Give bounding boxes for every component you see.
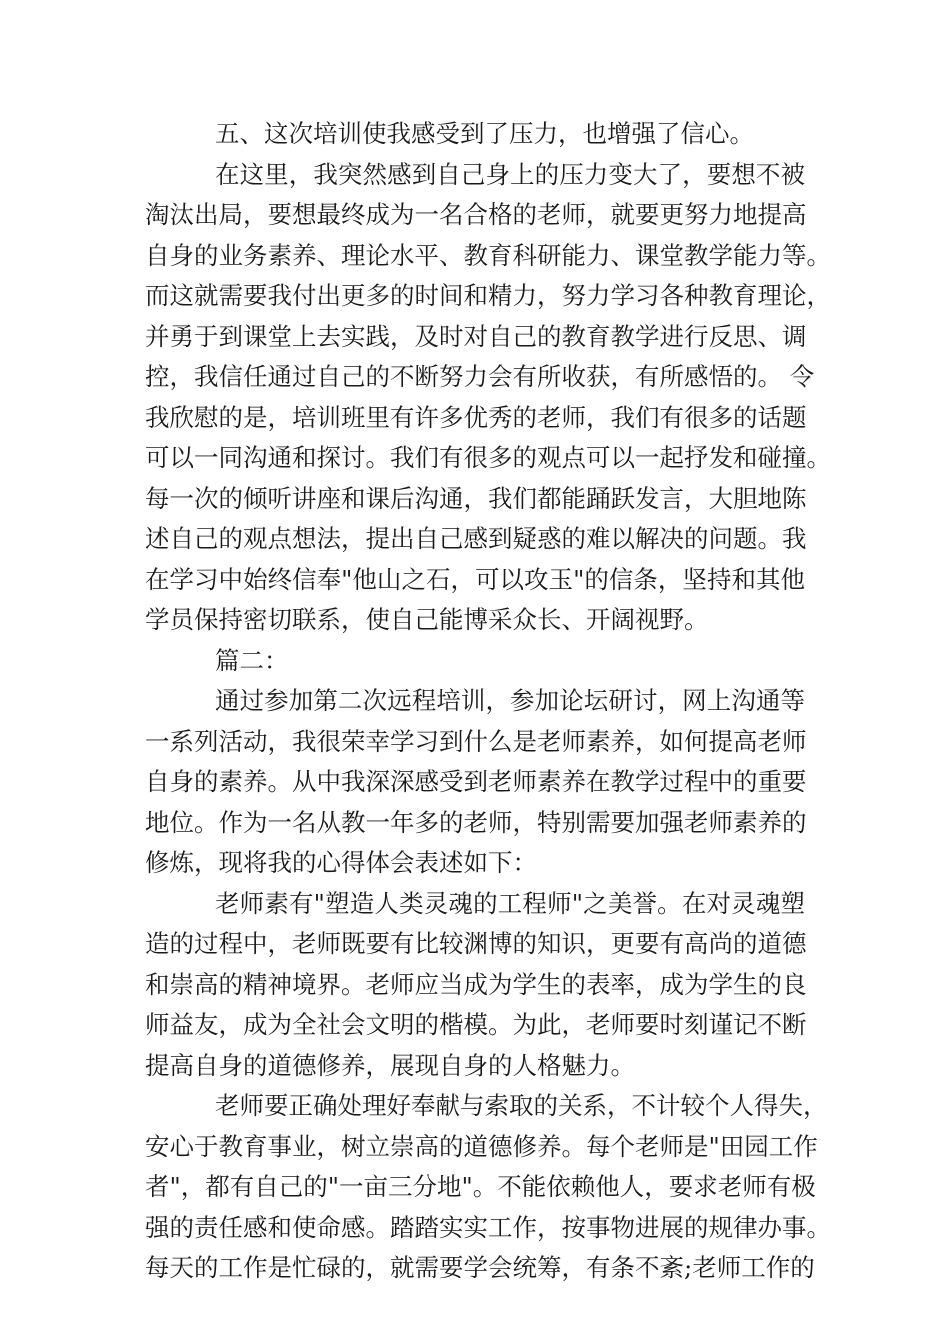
paragraph-line: 通过参加第二次远程培训，参加论坛研讨，网上沟通等 [215,686,805,715]
section-heading: 篇二： [215,645,289,675]
paragraph-line: 自身的素养。从中我深深感受到老师素养在教学过程中的重要 [145,767,807,796]
paragraph-line: 而这就需要我付出更多的时间和精力，努力学习各种教育理论， [145,281,831,310]
paragraph-line: 可以一同沟通和探讨。我们有很多的观点可以一起抒发和碰撞。 [145,443,831,472]
paragraph-line: 述自己的观点想法，提出自己感到疑惑的难以解决的问题。我 [145,524,807,553]
paragraph-line: 者"，都有自己的"一亩三分地"。不能依赖他人，要求老师有极 [145,1172,816,1201]
paragraph-line: 老师要正确处理好奉献与索取的关系，不计较个人得失， [215,1091,828,1120]
paragraph-line: 造的过程中，老师既要有比较渊博的知识，更要有高尚的道德 [145,929,807,958]
paragraph-line: 在学习中始终信奉"他山之石，可以攻玉"的信条，坚持和其他 [145,564,805,594]
paragraph-line: 自身的业务素养、理论水平、教育科研能力、课堂教学能力等。 [145,240,831,270]
paragraph-line: 控，我信任通过自己的不断努力会有所收获，有所感悟的。 令 [145,362,815,391]
paragraph-line: 学员保持密切联系，使自己能博采众长、开阔视野。 [145,605,709,634]
paragraph-line: 每一次的倾听讲座和课后沟通，我们都能踊跃发言，大胆地陈 [145,483,807,513]
paragraph-line: 提高自身的道德修养，展现自身的人格魅力。 [145,1050,635,1080]
paragraph-line: 地位。作为一名从教一年多的老师，特别需要加强老师素养的 [145,807,807,837]
document-body [145,114,831,1289]
paragraph-line: 淘汰出局，要想最终成为一名合格的老师，就要更努力地提高 [145,200,807,229]
paragraph-line: 强的责任感和使命感。踏踏实实工作，按事物进展的规律办事。 [145,1212,831,1242]
paragraph-line: 老师素有"塑造人类灵魂的工程师"之美誉。在对灵魂塑 [215,888,805,918]
heading-line: 五、这次培训使我感受到了压力，也增强了信心。 [215,119,754,148]
paragraph-line: 我欣慰的是，培训班里有许多优秀的老师，我们有很多的话题 [145,402,807,432]
paragraph-line: 每天的工作是忙碌的，就需要学会统筹，有条不紊;老师工作的 [145,1253,815,1282]
paragraph-line: 和崇高的精神境界。老师应当成为学生的表率，成为学生的良 [145,969,807,999]
paragraph-line: 并勇于到课堂上去实践，及时对自己的教育教学进行反思、调 [145,321,807,351]
paragraph-line: 师益友，成为全社会文明的楷模。为此，老师要时刻谨记不断 [145,1010,807,1039]
paragraph-line: 修炼，现将我的心得体会表述如下： [145,848,537,877]
paragraph-line: 在这里，我突然感到自己身上的压力变大了，要想不被 [215,159,805,189]
paragraph-line: 安心于教育事业，树立崇高的道德修养。每个老师是"田园工作 [145,1131,818,1161]
paragraph-line: 一系列活动，我很荣幸学习到什么是老师素养，如何提高老师 [145,726,807,756]
